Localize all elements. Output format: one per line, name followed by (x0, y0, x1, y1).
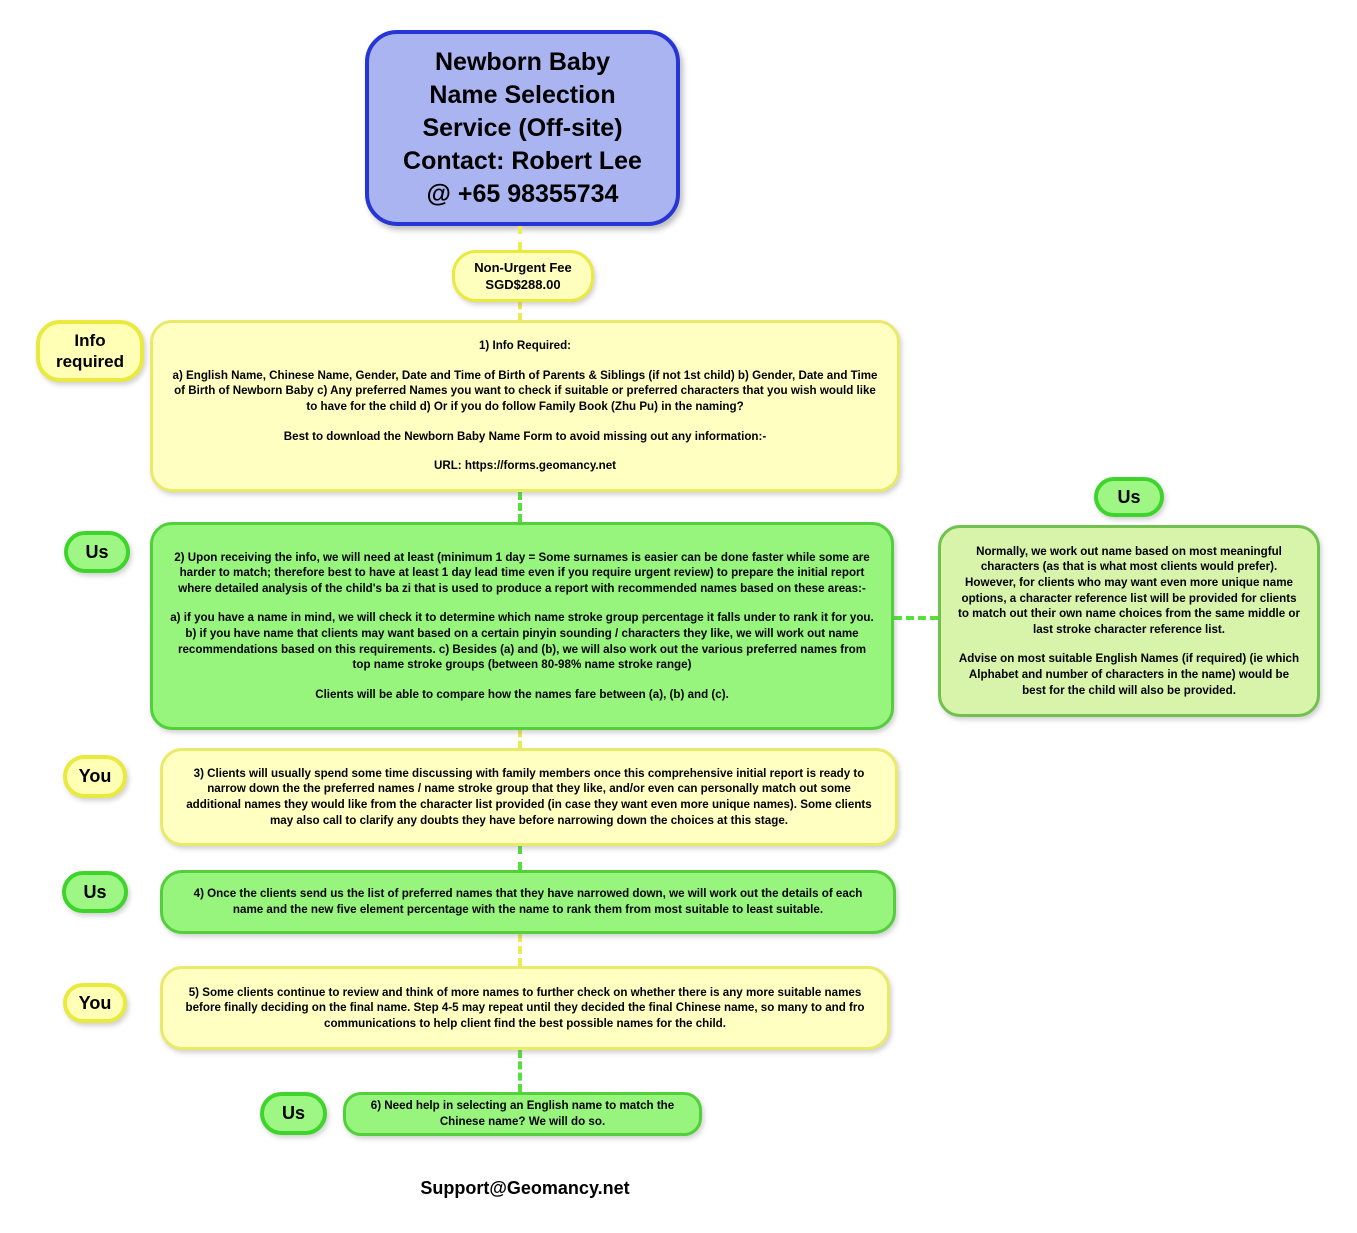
connector-step2-to-step3 (518, 730, 522, 748)
side-note-box (938, 525, 1320, 717)
connector-step3-to-step4 (518, 846, 522, 870)
actor-pill-you-step3 (63, 755, 127, 798)
actor-pill-info-required (36, 320, 144, 382)
title-line: Contact: Robert Lee (403, 146, 642, 175)
side-note-paragraph: Normally, we work out name based on most meaningful characters (as that is what most clients would prefer). However, for clients who may want even more unique name options, a character reference list will be provided for clients to match out their own name choices from the same middle or last stroke character reference list. (957, 544, 1301, 636)
actor-pill-label: required (55, 352, 125, 371)
connector-step1-to-step2 (518, 492, 522, 522)
step1-details: a) English Name, Chinese Name, Gender, Date and Time of Birth of Parents & Siblings (if not 1st child) b) Gender, Date and Time of Birth of Newborn Baby c) Any preferred Names you want to check if suitable or preferred characters that you wish would like to have for the child d) Or if you do follow Family Book (Zhu Pu) in the naming? (172, 368, 878, 413)
fee-amount: SGD$288.00 (485, 277, 561, 292)
step1-heading: 1) Info Required: (478, 339, 572, 353)
actor-pill-you-step5 (63, 983, 127, 1023)
step6-english-name-box (343, 1092, 702, 1136)
connector-title-to-fee (518, 226, 522, 250)
actor-pill-label: Us (85, 541, 109, 562)
fee-badge (452, 250, 594, 302)
title-box (365, 30, 680, 226)
step2-paragraph: Clients will be able to compare how the names fare between (a), (b) and (c). (315, 687, 729, 701)
step2-initial-report-box (150, 522, 894, 730)
actor-pill-us-side-note (1094, 477, 1164, 517)
connector-fee-to-step1 (518, 302, 522, 320)
step6-paragraph: 6) Need help in selecting an English name to match the Chinese name? We will do so. (370, 1099, 675, 1128)
step1-download-note: Best to download the Newborn Baby Name Form to avoid missing out any information:- (283, 429, 767, 443)
side-note-paragraph: Advise on most suitable English Names (if required) (ie which Alphabet and number of characters in the name) would be best for the child will also be provided. (958, 652, 1300, 697)
support-email-text: Support@Geomancy.net (420, 1178, 630, 1198)
step5-review-repeat-box (160, 966, 890, 1050)
title-line: Name Selection (429, 80, 616, 109)
title-line: Service (Off-site) (422, 113, 623, 142)
connector-step4-to-step5 (518, 934, 522, 966)
title-line: Newborn Baby (434, 47, 611, 76)
actor-pill-label: Us (1117, 486, 1141, 507)
step4-rank-names-box (160, 870, 896, 934)
step2-paragraph: 2) Upon receiving the info, we will need at least (minimum 1 day = Some surnames is easier can be done faster while some are harder to match; therefore best to have at least 1 day lead time even if you require urgent review) to prepare the initial report where detailed analysis of the child's ba zi that is used to produce a report with recommended names based on these areas:- (174, 550, 870, 595)
step5-paragraph: 5) Some clients continue to review and think of more names to further check on whether there is any more suitable names before finally deciding on the final name. Step 4-5 may repeat until they decided the final Chinese name, so many to and fro communications to help client find the best possible names for the child. (185, 985, 865, 1030)
actor-pill-label: Us (281, 1103, 305, 1123)
actor-pill-label: You (78, 992, 112, 1013)
actor-pill-label: Info (74, 331, 106, 350)
step2-paragraph: a) if you have a name in mind, we will check it to determine which name stroke group percentage it falls under to rank it for you. b) if you have name that clients may want based on a certain pinyin sounding / characters they like, we will work out name recommendations based on this requirements. c) Besides (a) and (b), we will also work out the various preferred names from top name stroke groups (between 80-98% name stroke range) (170, 611, 874, 672)
step3-client-discussion-box (160, 748, 898, 846)
actor-pill-label: You (78, 766, 112, 786)
fee-label: Non-Urgent Fee (474, 260, 572, 275)
actor-pill-label: Us (83, 881, 107, 902)
title-line: @ +65 98355734 (426, 179, 619, 208)
step1-form-url: URL: https://forms.geomancy.net (433, 459, 617, 473)
connector-step5-to-step6 (518, 1050, 522, 1092)
actor-pill-us-step4 (62, 871, 128, 913)
step1-info-required-box (150, 320, 900, 492)
actor-pill-us-step2 (64, 531, 130, 573)
connector-step2-to-side-note (894, 616, 938, 620)
step3-paragraph: 3) Clients will usually spend some time discussing with family members once this comprehensive initial report is ready to narrow down the the preferred names / name stroke group that they like, and/or even can personally match out some additional names they would like from the character list provided (in case they want even more unique names). Some clients may also call to clarify any doubts they have before narrowing down the choices at this stage. (186, 766, 872, 827)
step4-paragraph: 4) Once the clients send us the list of preferred names that they have narrowed down, we will work out the details of each name and the new five element percentage with the name to rank them from most suitable to least suitable. (193, 887, 863, 916)
actor-pill-us-step6 (260, 1092, 327, 1135)
